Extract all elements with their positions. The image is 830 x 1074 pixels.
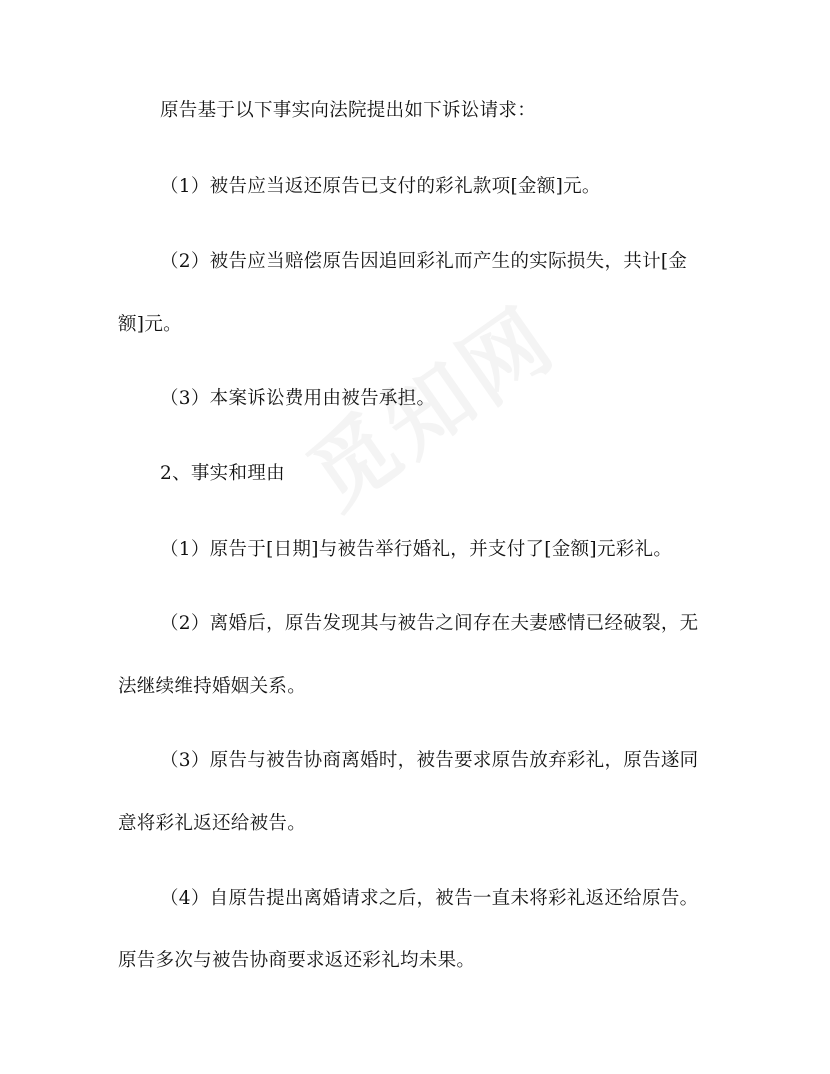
paragraph-claim-2-line-2: 额]元。 (118, 314, 182, 335)
paragraph-fact-3-line-2: 意将彩礼返还给被告。 (118, 813, 307, 834)
paragraph-fact-4-line-2: 原告多次与被告协商要求返还彩礼均未果。 (118, 950, 476, 971)
paragraph-fact-1: （1）原告于[日期]与被告举行婚礼，并支付了[金额]元彩礼。 (160, 539, 673, 560)
paragraph-fact-4-line-1: （4）自原告提出离婚请求之后，被告一直未将彩礼返还给原告。 (160, 888, 699, 909)
paragraph-claim-1: （1）被告应当返还原告已支付的彩礼款项[金额]元。 (160, 176, 601, 197)
paragraph-fact-2-line-1: （2）离婚后，原告发现其与被告之间存在夫妻感情已经破裂，无 (160, 613, 699, 634)
paragraph-claim-2-line-1: （2）被告应当赔偿原告因追回彩礼而产生的实际损失，共计[金 (160, 251, 688, 272)
paragraph-claim-3: （3）本案诉讼费用由被告承担。 (160, 388, 436, 409)
paragraph-fact-2-line-2: 法继续维持婚姻关系。 (118, 676, 307, 697)
paragraph-intro: 原告基于以下事实向法院提出如下诉讼请求： (160, 100, 537, 121)
paragraph-fact-3-line-1: （3）原告与被告协商离婚时，被告要求原告放弃彩礼，原告遂同 (160, 750, 699, 771)
section-heading-facts: 2、事实和理由 (160, 463, 285, 484)
